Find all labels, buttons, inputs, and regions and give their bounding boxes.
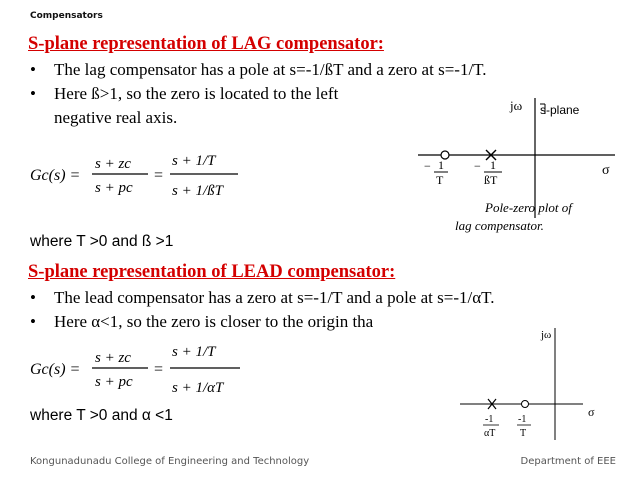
footer-college: Kongunadunadu College of Engineering and Technology <box>30 456 310 467</box>
lag-bullet-2-text: Here ß>1, so the zero is located to the left <box>54 84 339 103</box>
lag-splane-label: s-plane <box>540 103 580 117</box>
lead-bullet-2-text: Here α<1, so the zero is closer to the origin tha <box>54 312 374 331</box>
bullet-dot: • <box>30 312 36 331</box>
footer-department: Department of EEE <box>520 456 616 467</box>
lag-zero-label-den: T <box>436 173 444 187</box>
lead-bullet-1-text: The lead compensator has a zero at s=-1/T and a pole at s=-1/αT. <box>54 288 495 307</box>
lag-bullet-1 <box>30 60 487 80</box>
lead-transfer-function <box>30 332 260 404</box>
lag-jw-label: jω <box>510 98 523 113</box>
svg-text:−: − <box>474 159 481 173</box>
lead-formula-lhs: Gc(s) = <box>30 361 81 378</box>
header-title: Compensators <box>30 11 103 21</box>
lag-bullet-1-text: The lag compensator has a pole at s=-1/ßT and a zero at s=-1/T. <box>54 60 487 79</box>
lag-plot-caption-1: Pole-zero plot of <box>485 200 572 215</box>
lead-section-title: S-plane representation of LEAD compensator: <box>28 262 396 282</box>
lag-formula-lhs: Gc(s) = <box>30 167 81 184</box>
lag-sigma-label: σ <box>602 163 610 178</box>
lead-condition: where T >0 and α <1 <box>30 407 173 424</box>
bullet-dot: • <box>30 60 36 79</box>
lag-bullet-2-continuation: negative real axis. <box>54 108 178 127</box>
bullet-dot: • <box>30 84 36 103</box>
lag-zero-label-num: 1 <box>438 158 444 172</box>
lag-bullet-2 <box>30 84 338 104</box>
lead-sigma-label: σ <box>588 405 595 419</box>
lag-transfer-function <box>30 140 260 210</box>
lead-formula-den1: s + pc <box>95 374 133 390</box>
lead-zero-label-den: T <box>520 428 527 439</box>
lead-pole-label-den: αT <box>484 428 496 439</box>
lag-pole-label-den: ßT <box>484 173 498 187</box>
lead-zero-marker <box>522 401 529 408</box>
lag-pole-label-num: 1 <box>490 158 496 172</box>
lead-formula-eq: = <box>154 361 164 378</box>
lag-pole-zero-plot <box>410 90 630 240</box>
lag-formula-num2: s + 1/T <box>172 153 216 169</box>
lag-formula-den1: s + pc <box>95 180 133 196</box>
lead-bullet-2 <box>30 312 373 332</box>
lag-formula-num1: s + zc <box>95 156 131 172</box>
lead-pole-label-num: -1 <box>485 414 494 425</box>
lead-formula-num1: s + zc <box>95 350 131 366</box>
lead-formula-num2: s + 1/T <box>172 344 216 360</box>
lead-formula-den2: s + 1/αT <box>172 380 224 396</box>
lag-formula-den2: s + 1/ßT <box>172 183 223 199</box>
lead-jw-label: jω <box>541 329 552 341</box>
lag-section-title: S-plane representation of LAG compensator: <box>28 34 384 54</box>
bullet-dot: • <box>30 288 36 307</box>
svg-text:−: − <box>424 159 431 173</box>
lag-formula-eq: = <box>154 167 164 184</box>
lead-pole-zero-plot <box>455 322 625 450</box>
lag-condition: where T >0 and ß >1 <box>30 233 174 250</box>
lead-zero-label-num: -1 <box>518 414 527 425</box>
lag-plot-caption-2: lag compensator. <box>455 218 544 233</box>
lead-bullet-1 <box>30 288 495 308</box>
